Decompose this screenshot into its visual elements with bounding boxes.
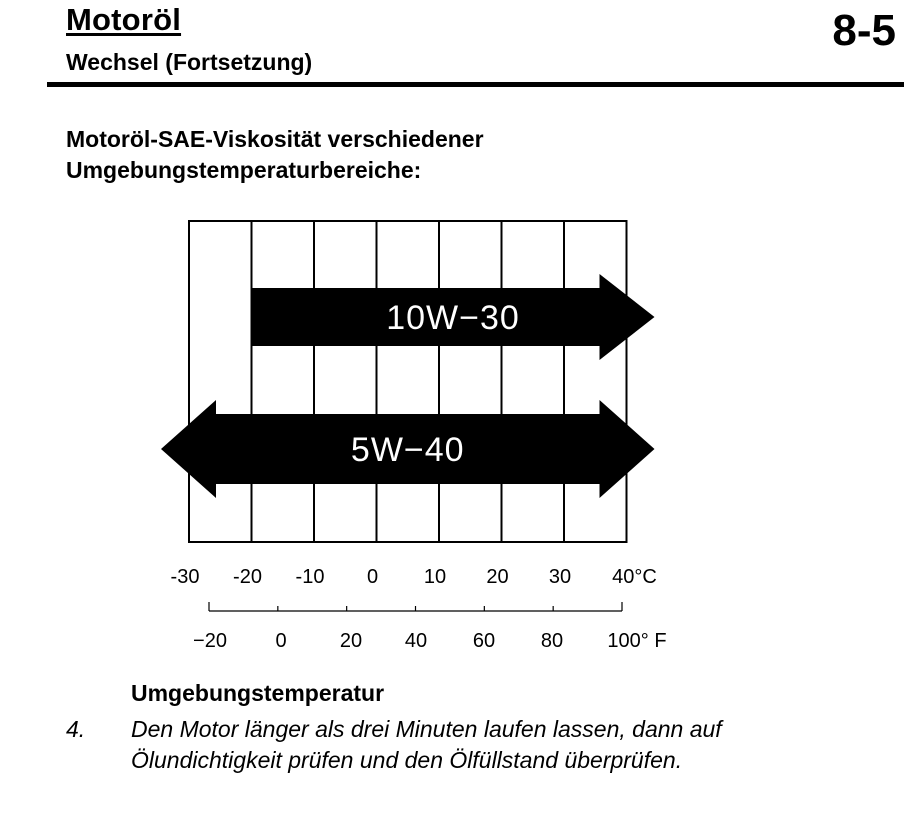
page-number: 8-5 (832, 6, 896, 55)
fahrenheit-tick-label: 100° F (607, 630, 667, 652)
ambient-temperature-label: Umgebungstemperatur (131, 680, 385, 706)
page-subtitle: Wechsel (Fortsetzung) (66, 49, 313, 75)
celsius-tick-label: -10 (295, 566, 325, 588)
celsius-tick-label: 20 (486, 566, 509, 588)
step-text: Den Motor länger als drei Minuten laufen lassen, dann auf Ölundichtigkeit prüfen und den Ölfüllstand überprüfen. (131, 716, 722, 773)
section-heading-line-2: Umgebungstemperaturbereiche: (66, 157, 422, 183)
page-title: Motoröl (66, 2, 182, 37)
step-number: 4. (66, 716, 86, 742)
band-label-2: 5W−40 (350, 431, 465, 469)
fahrenheit-tick-label: 80 (540, 630, 564, 652)
band-label-1: 10W−30 (386, 299, 520, 337)
temperature-scale (209, 602, 622, 611)
celsius-tick-label: -20 (233, 566, 262, 588)
celsius-tick-label: 40°C (612, 566, 657, 588)
celsius-tick-label: 30 (548, 566, 572, 588)
celsius-tick-label: 10 (423, 566, 447, 588)
fahrenheit-tick-label: 0 (275, 630, 287, 652)
celsius-tick-label: -30 (170, 566, 200, 588)
celsius-tick-label: 0 (366, 566, 379, 588)
fahrenheit-tick-label: −20 (193, 630, 227, 652)
fahrenheit-tick-label: 20 (339, 630, 363, 652)
fahrenheit-axis (193, 630, 667, 652)
fahrenheit-tick-label: 60 (472, 630, 496, 652)
chart-grid (189, 221, 627, 542)
section-heading-line-1: Motoröl-SAE-Viskosität verschiedener (66, 126, 484, 152)
fahrenheit-tick-label: 40 (404, 630, 428, 652)
chart-bands (161, 274, 655, 498)
celsius-axis (171, 566, 657, 588)
grid-frame (189, 221, 627, 542)
